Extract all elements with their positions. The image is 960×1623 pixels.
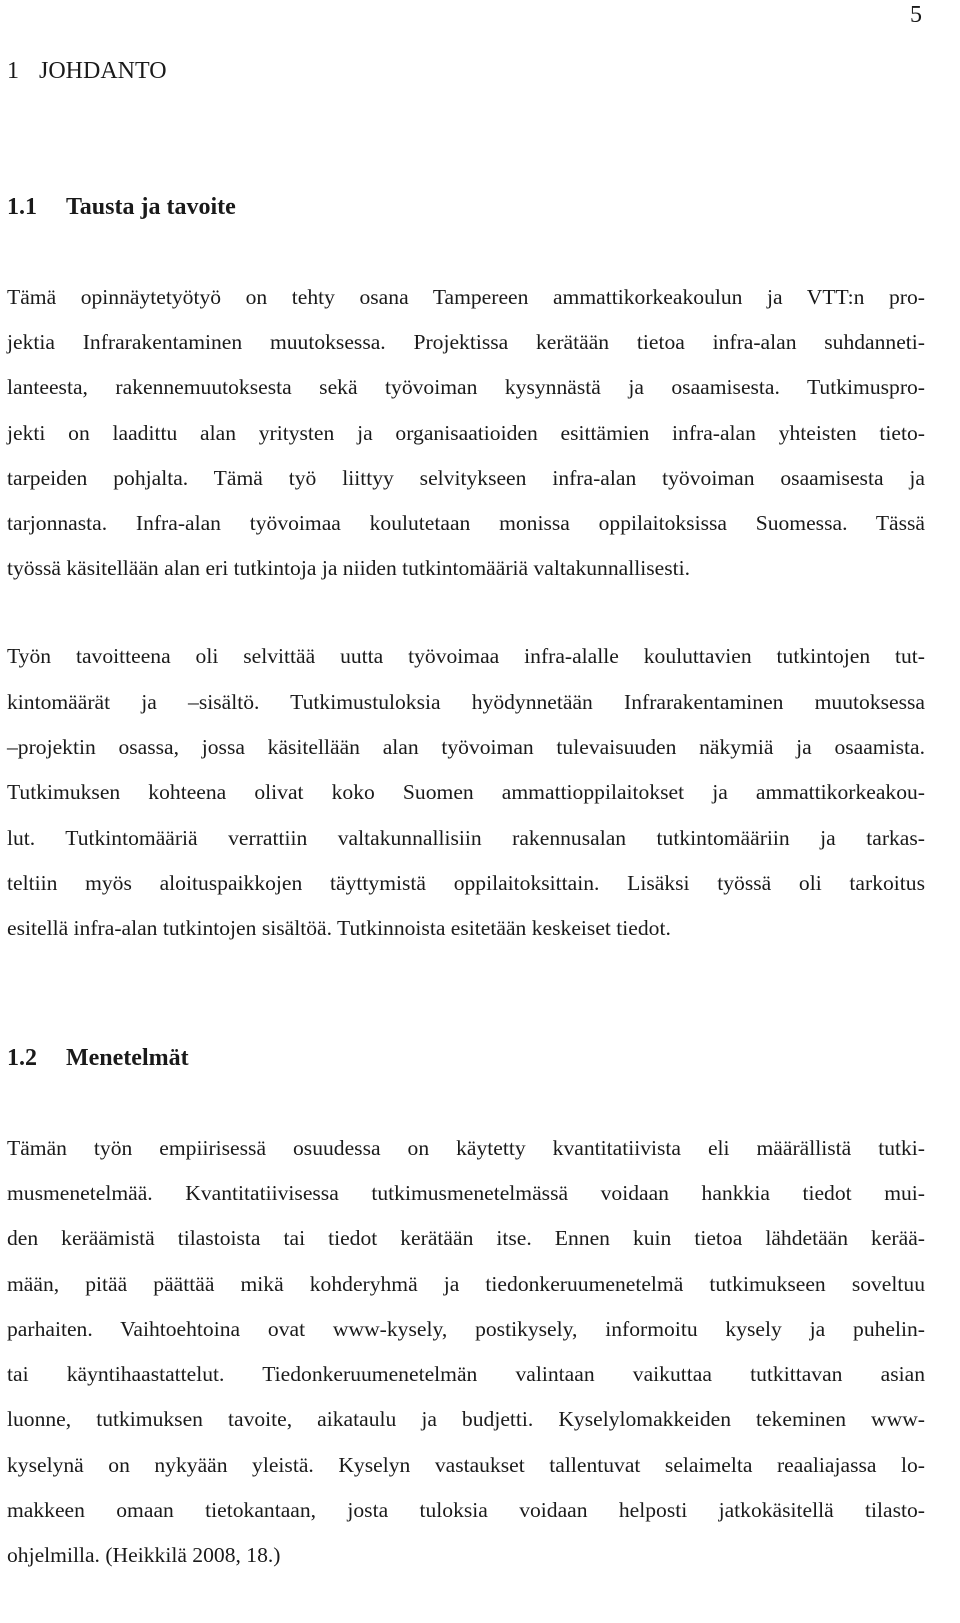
text-line: Tämä opinnäytetyötyö on tehty osana Tampereen ammattikorkeakoulun ja VTT:n pro-	[7, 285, 925, 309]
text-line: ohjelmilla. (Heikkilä 2008, 18.)	[7, 1543, 281, 1567]
text-line: teltiin myös aloituspaikkojen täyttymistä oppilaitoksittain. Lisäksi työssä oli tarkoitus	[7, 871, 925, 895]
text-line: mään, pitää päättää mikä kohderyhmä ja tiedonkeruumenetelmä tutkimukseen soveltuu	[7, 1272, 925, 1296]
text-line: lanteesta, rakennemuutoksesta sekä työvoiman kysynnästä ja osaamisesta. Tutkimuspro-	[7, 375, 925, 399]
text-line: –projektin osassa, jossa käsitellään alan työvoiman tulevaisuuden näkymiä ja osaamista.	[7, 735, 925, 759]
text-line: Tutkimuksen kohteena olivat koko Suomen ammattioppilaitokset ja ammattikorkeakou-	[7, 780, 925, 804]
chapter-heading	[7, 54, 167, 88]
text-line: kyselynä on nykyään yleistä. Kyselyn vastaukset tallentuvat selaimelta reaaliajassa lo-	[7, 1453, 925, 1477]
text-line: jektia Infrarakentaminen muutoksessa. Projektissa kerätään tietoa infra-alan suhdanneti-	[7, 330, 925, 354]
text-line: lut. Tutkintomääriä verrattiin valtakunnallisiin rakennusalan tutkintomääriin ja tarkas-	[7, 826, 925, 850]
chapter-number: 1	[7, 58, 19, 84]
text-line: luonne, tutkimuksen tavoite, aikataulu ja budjetti. Kyselylomakkeiden tekeminen www-	[7, 1407, 925, 1431]
text-line: Tämän työn empiirisessä osuudessa on käytetty kvantitatiivista eli määrällistä tutki-	[7, 1136, 925, 1160]
text-line: tai käyntihaastattelut. Tiedonkeruumenetelmän valintaan vaikuttaa tutkittavan asian	[7, 1362, 925, 1386]
text-line: makkeen omaan tietokantaan, josta tuloksia voidaan helposti jatkokäsitellä tilasto-	[7, 1498, 925, 1522]
text-line: tarjonnasta. Infra-alan työvoimaa koulutetaan monissa oppilaitoksissa Suomessa. Tässä	[7, 511, 925, 535]
section-title: Tausta ja tavoite	[66, 194, 236, 220]
text-line: kintomäärät ja –sisältö. Tutkimustuloksia hyödynnetään Infrarakentaminen muutoksessa	[7, 690, 925, 714]
text-line: esitellä infra-alan tutkintojen sisältöä. Tutkinnoista esitetään keskeiset tiedot.	[7, 916, 671, 940]
text-line: jekti on laadittu alan yritysten ja organisaatioiden esittämien infra-alan yhteisten tieto-	[7, 421, 925, 445]
text-line: musmenetelmää. Kvantitatiivisessa tutkimusmenetelmässä voidaan hankkia tiedot mui-	[7, 1181, 925, 1205]
section-heading-1-1	[7, 190, 236, 224]
section-heading-1-2	[7, 1041, 189, 1075]
text-line: den keräämistä tilastoista tai tiedot kerätään itse. Ennen kuin tietoa lähdetään kerää-	[7, 1226, 925, 1250]
section-number: 1.2	[7, 1045, 37, 1071]
text-line: Työn tavoitteena oli selvittää uutta työvoimaa infra-alalle kouluttavien tutkintojen tut-	[7, 644, 925, 668]
chapter-title: JOHDANTO	[39, 58, 167, 84]
text-line: työssä käsitellään alan eri tutkintoja ja niiden tutkintomääriä valtakunnallisesti.	[7, 556, 691, 580]
text-line: parhaiten. Vaihtoehtoina ovat www-kysely, postikysely, informoitu kysely ja puhelin-	[7, 1317, 925, 1341]
section-title: Menetelmät	[66, 1045, 189, 1071]
section-number: 1.1	[7, 194, 37, 220]
page-number: 5	[910, 2, 922, 28]
text-line: tarpeiden pohjalta. Tämä työ liittyy selvitykseen infra-alan työvoiman osaamisesta ja	[7, 466, 925, 490]
